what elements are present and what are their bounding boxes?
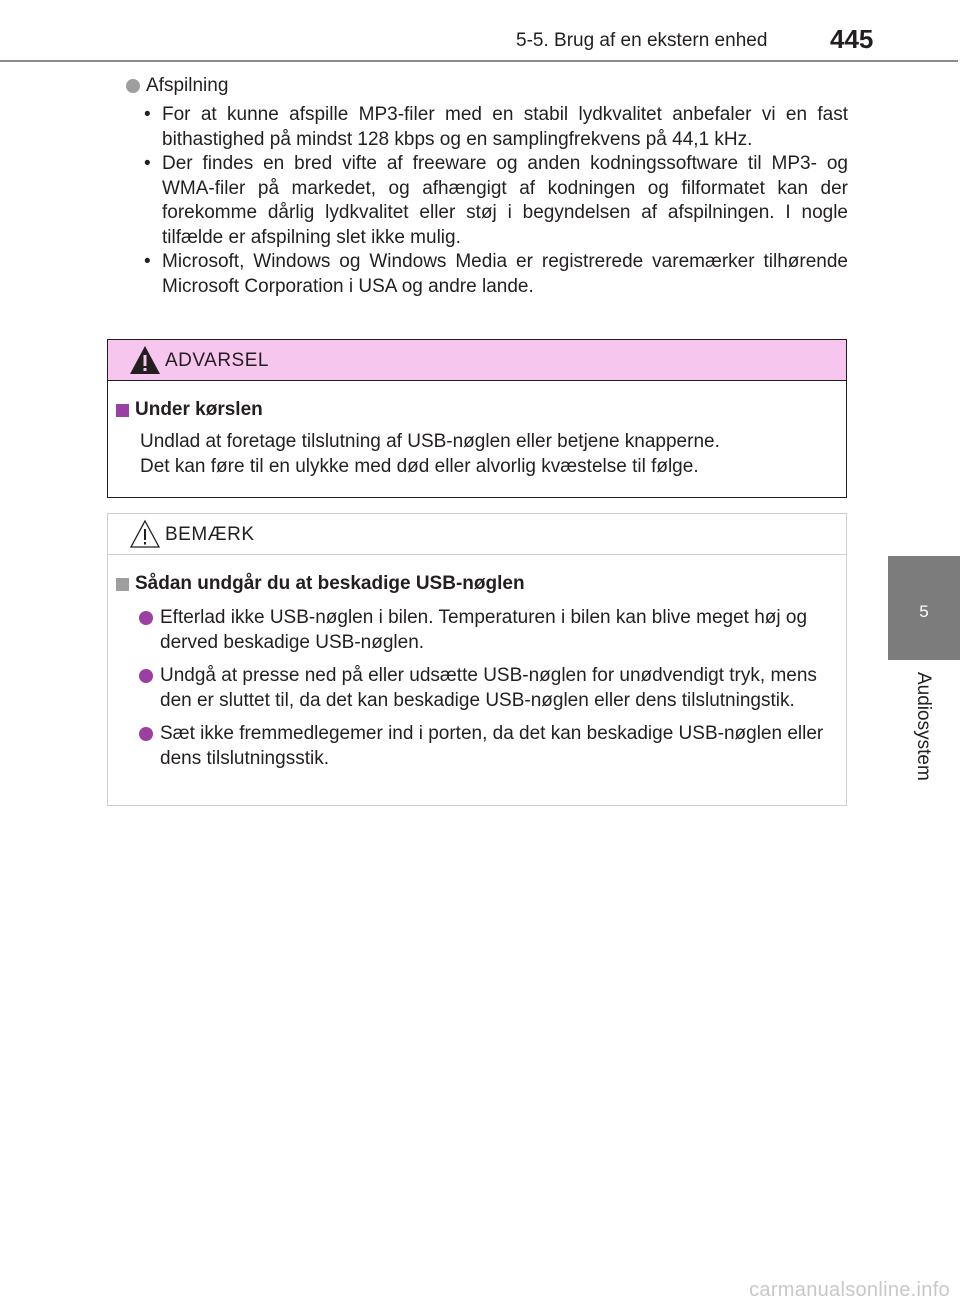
- warning-title: ADVARSEL: [165, 350, 269, 371]
- notice-item: [134, 663, 824, 713]
- warning-text-line1: Undlad at foretage tilslutning af USB-nøglen eller betjene knapperne.: [140, 431, 720, 452]
- notice-subheading-text: Sådan undgår du at beskadige USB-nøglen: [135, 573, 525, 594]
- chapter-label: Audiosystem: [913, 672, 934, 781]
- notice-body: [108, 555, 846, 771]
- circle-bullet-icon: [139, 727, 153, 741]
- list-item: • Der findes en bred vifte af freeware og anden kodningssoftware til MP3- og WMA-filer på markedet, og afhængigt af kodningen og filformatet kan der forekomme dårlig lydkvalitet eller støj i begyndelsen af afspilningen. I nogle tilfælde er afspilning slet ikke mulig.: [144, 152, 848, 250]
- warning-box: [107, 339, 847, 498]
- header-divider: [0, 60, 958, 62]
- warning-subheading-text: Under kørslen: [135, 399, 263, 420]
- chapter-label-area: [888, 660, 960, 880]
- notice-triangle-icon: [128, 518, 162, 550]
- playback-heading: [126, 73, 848, 99]
- notice-item: [134, 721, 824, 771]
- circle-bullet-icon: [139, 611, 153, 625]
- warning-text: [140, 429, 824, 479]
- notice-box: [107, 513, 847, 806]
- bullet-dot-icon: [126, 79, 140, 93]
- section-title: 5-5. Brug af en ekstern enhed: [516, 30, 768, 51]
- warning-triangle-icon: [128, 344, 162, 376]
- square-bullet-icon: [116, 404, 129, 417]
- watermark: carmanualsonline.info: [749, 1279, 950, 1301]
- warning-subheading: [116, 397, 824, 423]
- notice-header: [108, 514, 846, 555]
- playback-heading-text: Afspilning: [146, 75, 229, 96]
- notice-title: BEMÆRK: [165, 524, 255, 545]
- notice-item-text: Undgå at presse ned på eller udsætte USB-nøglen for unødvendigt tryk, mens den er sluttet til, da det kan beskadige USB-nøglen eller dens tilslutningstik.: [160, 665, 817, 711]
- chapter-number: 5: [919, 602, 929, 621]
- circle-bullet-icon: [139, 669, 153, 683]
- playback-list: [144, 103, 848, 299]
- main-content: [108, 73, 848, 299]
- page-number: 445: [830, 24, 874, 54]
- notice-item: [134, 605, 824, 655]
- warning-header: [108, 340, 846, 381]
- page-header: [0, 0, 960, 62]
- notice-subheading: [116, 571, 824, 597]
- warning-text-line2: Det kan føre til en ulykke med død eller alvorlig kvæstelse til følge.: [140, 456, 699, 477]
- square-bullet-icon: [116, 578, 129, 591]
- notice-item-text: Efterlad ikke USB-nøglen i bilen. Temperaturen i bilen kan blive meget høj og derved beskadige USB-nøglen.: [160, 607, 808, 653]
- warning-body: [108, 381, 846, 479]
- notice-item-text: Sæt ikke fremmedlegemer ind i porten, da det kan beskadige USB-nøglen eller dens tilslutningsstik.: [160, 723, 824, 769]
- list-item: • Microsoft, Windows og Windows Media er registrerede varemærker tilhørende Microsoft Corporation i USA og andre lande.: [144, 250, 848, 299]
- list-item: • For at kunne afspille MP3-filer med en stabil lydkvalitet anbefaler vi en fast bithastighed på mindst 128 kbps og en samplingfrekvens på 44,1 kHz.: [144, 103, 848, 152]
- chapter-tab: [888, 556, 960, 660]
